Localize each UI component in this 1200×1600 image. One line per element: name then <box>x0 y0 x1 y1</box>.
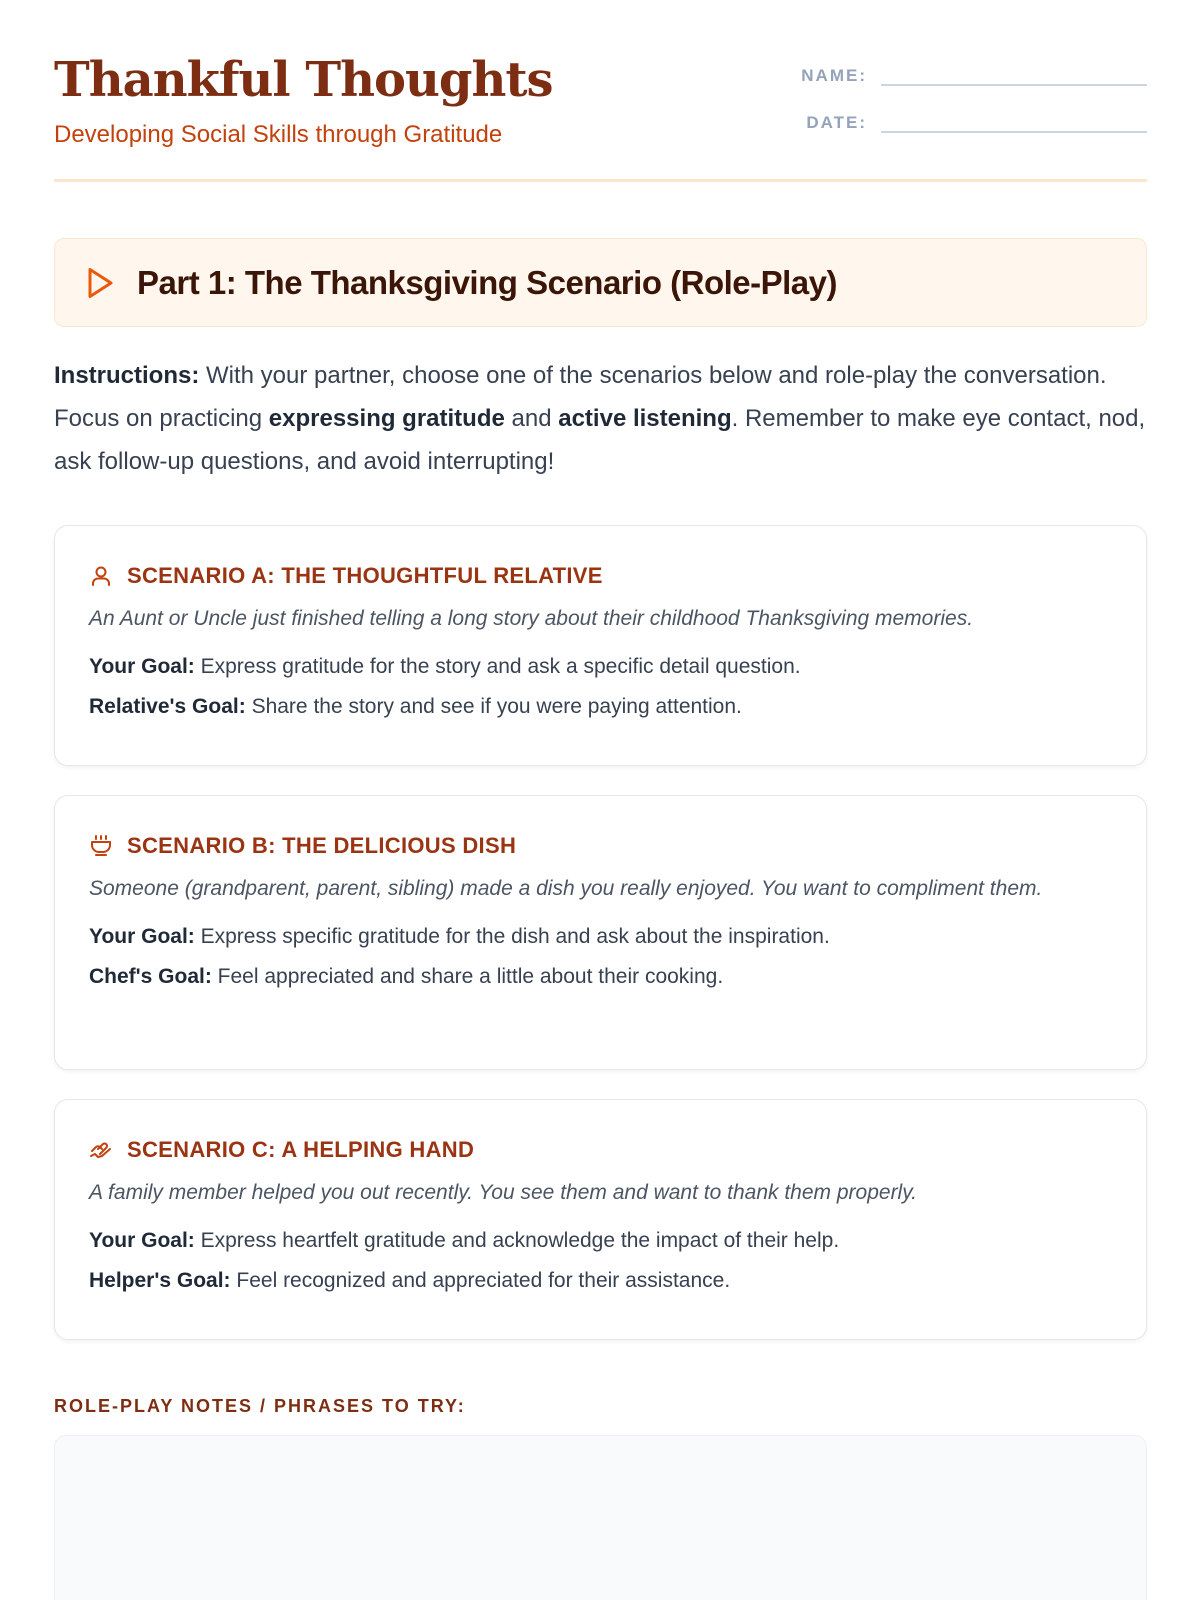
goal-label: Your Goal: <box>89 925 195 948</box>
scenario-card-b <box>54 795 1147 1070</box>
play-icon <box>81 265 117 301</box>
scenario-c-goal-2 <box>89 1261 1112 1301</box>
scenario-b-goal-1 <box>89 917 1112 957</box>
goal-label: Relative's Goal: <box>89 695 246 718</box>
instructions-text-2: and <box>504 405 559 432</box>
worksheet-page <box>54 0 1147 1416</box>
goal-text: Express heartfelt gratitude and acknowledge the impact of their help. <box>194 1229 840 1252</box>
instructions-paragraph <box>54 354 1147 483</box>
instructions-label: Instructions: <box>54 362 200 389</box>
part-1-header <box>54 238 1147 327</box>
scenario-card-a <box>54 525 1147 766</box>
part-1-title: Part 1: The Thanksgiving Scenario (Role-Play) <box>137 263 838 301</box>
instructions-bold-1: expressing gratitude <box>268 405 505 432</box>
scenario-b-goals <box>89 917 1112 997</box>
name-label: NAME: <box>801 66 867 85</box>
scenario-card-c <box>54 1099 1147 1340</box>
scenario-c-header <box>89 1132 1112 1168</box>
scenario-c-goal-1 <box>89 1221 1112 1261</box>
instructions-text-1: With your partner, choose one of the scenarios below and role-play the conversation. Focus on practicing <box>54 362 1107 432</box>
notes-label: ROLE-PLAY NOTES / PHRASES TO TRY: <box>54 1396 466 1416</box>
helping-hand-icon <box>89 1138 113 1162</box>
worksheet-header <box>54 0 1147 182</box>
date-label: DATE: <box>806 113 867 132</box>
cooking-pot-icon <box>89 834 113 858</box>
scenario-a-header <box>89 558 1112 594</box>
goal-label: Chef's Goal: <box>89 965 212 988</box>
goal-text: Feel recognized and appreciated for their assistance. <box>230 1269 731 1292</box>
date-line[interactable] <box>881 107 1147 133</box>
instructions-bold-2: active listening <box>558 405 732 432</box>
scenario-c-title: SCENARIO C: A HELPING HAND <box>127 1137 475 1162</box>
scenario-a-goal-1 <box>89 647 1112 687</box>
scenario-c-goals <box>89 1221 1112 1301</box>
scenario-a-title: SCENARIO A: THE THOUGHTFUL RELATIVE <box>127 563 603 588</box>
goal-text: Feel appreciated and share a little about their cooking. <box>211 965 724 988</box>
scenario-b-header <box>89 828 1112 864</box>
scenario-b-description: Someone (grandparent, parent, sibling) made a dish you really enjoyed. You want to compliment them. <box>89 877 1043 900</box>
scenario-a-description: An Aunt or Uncle just finished telling a long story about their childhood Thanksgiving memories. <box>89 607 974 630</box>
name-line[interactable] <box>881 60 1147 86</box>
notes-area[interactable] <box>54 1435 1147 1600</box>
scenario-b-goal-2 <box>89 957 1112 997</box>
goal-label: Your Goal: <box>89 1229 195 1252</box>
goal-text: Express specific gratitude for the dish and ask about the inspiration. <box>194 925 830 948</box>
name-field-row <box>779 60 1147 86</box>
scenario-a-goals <box>89 647 1112 727</box>
goal-text: Share the story and see if you were paying attention. <box>245 695 742 718</box>
instructions-text-3: . Remember to make eye contact, nod, ask follow-up questions, and avoid interrupting! <box>54 405 1146 475</box>
goal-label: Helper's Goal: <box>89 1269 231 1292</box>
scenario-a-goal-2 <box>89 687 1112 727</box>
scenario-c-description: A family member helped you out recently. You see them and want to thank them properly. <box>89 1181 918 1204</box>
scenario-b-title: SCENARIO B: THE DELICIOUS DISH <box>127 833 517 858</box>
page-subtitle: Developing Social Skills through Gratitude <box>54 121 503 148</box>
date-field-row <box>779 107 1147 133</box>
user-icon <box>89 564 113 588</box>
page-title: Thankful Thoughts <box>54 52 553 108</box>
goal-text: Express gratitude for the story and ask a specific detail question. <box>194 655 801 678</box>
goal-label: Your Goal: <box>89 655 195 678</box>
